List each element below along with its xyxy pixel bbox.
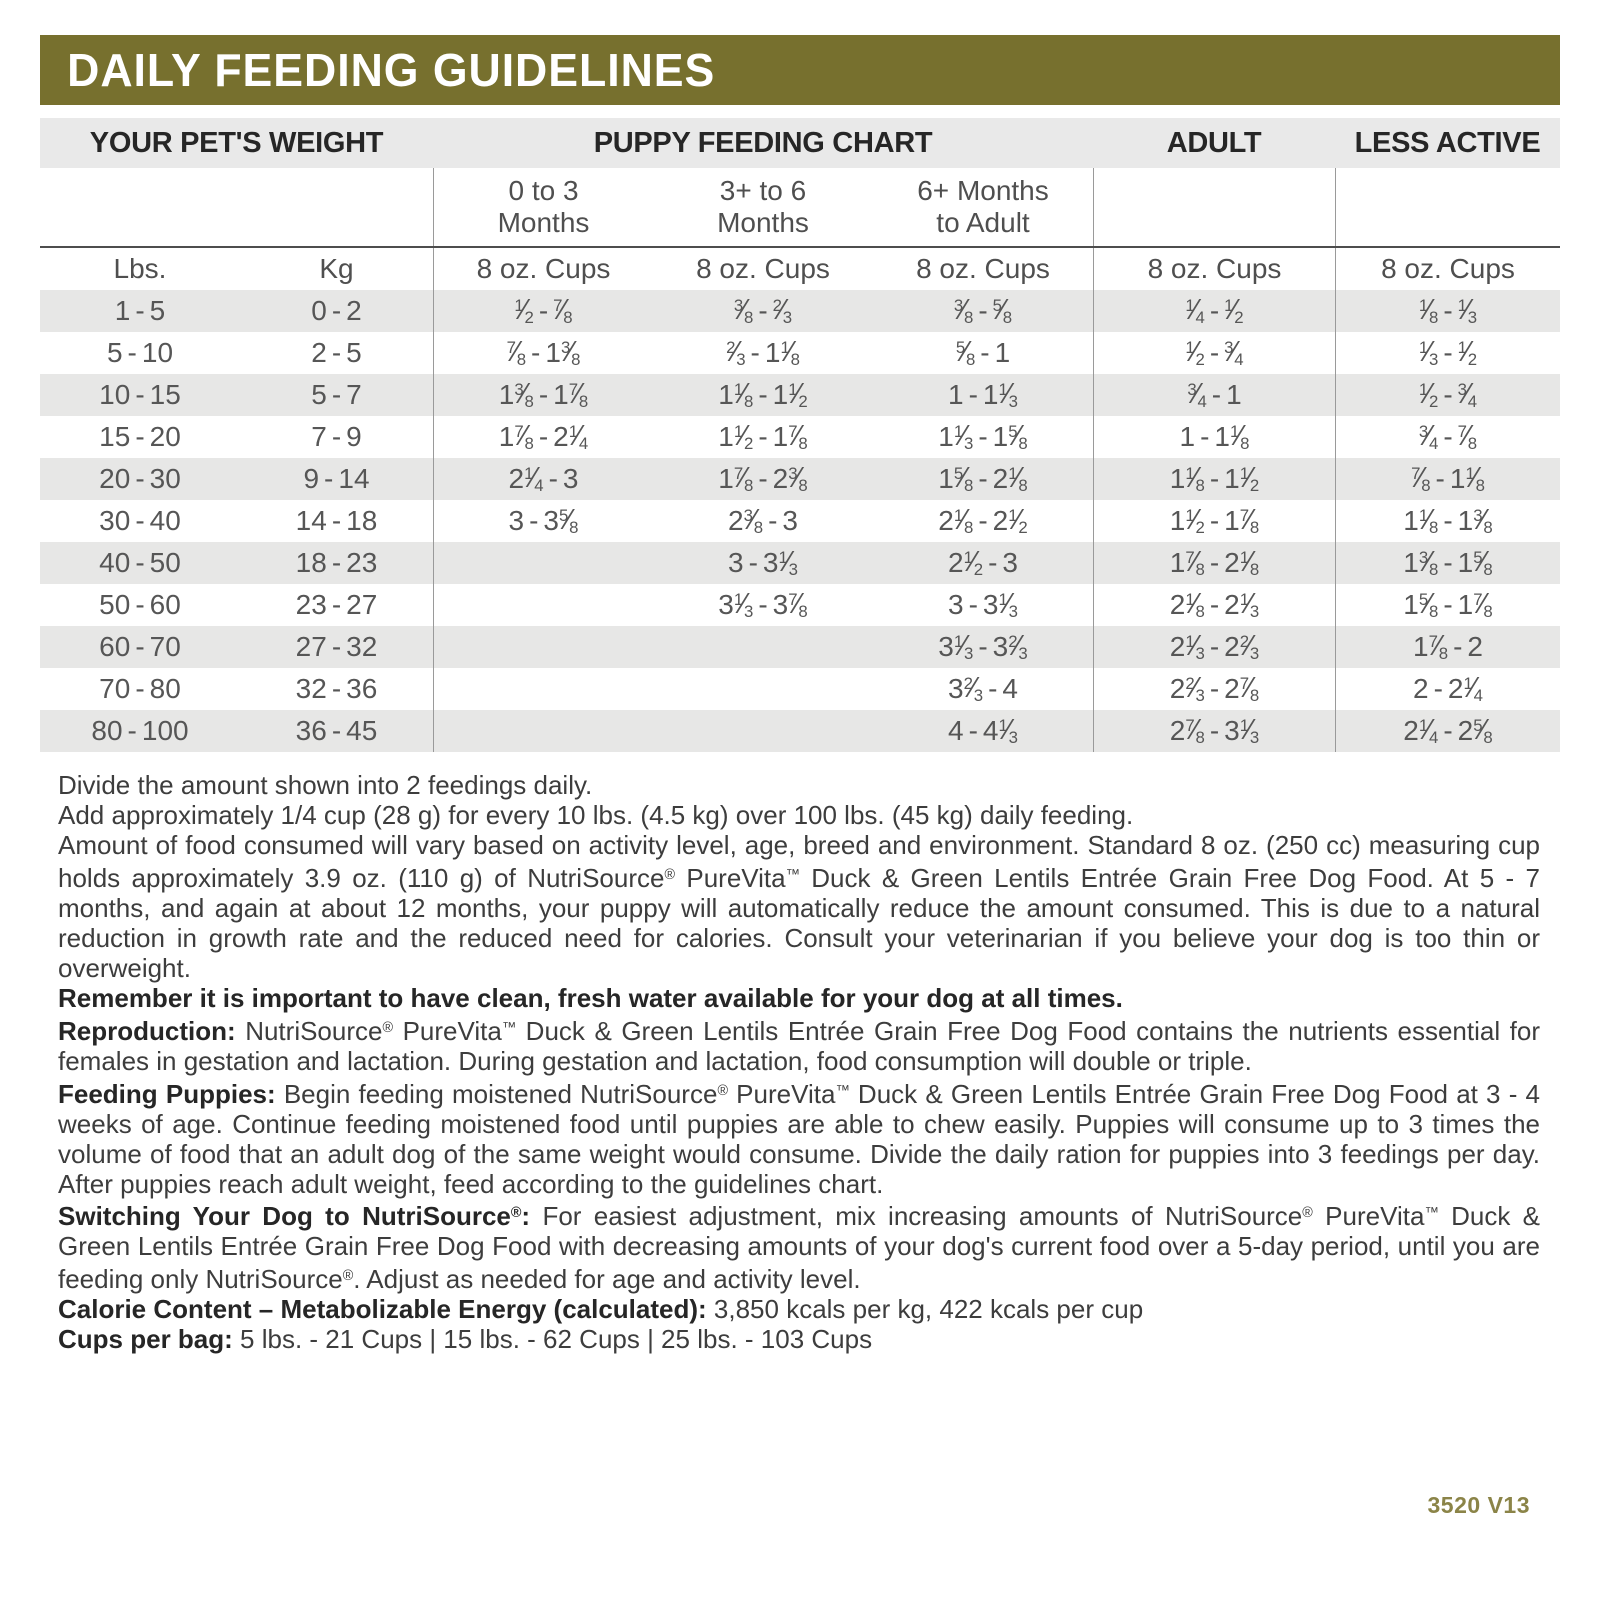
age-col-0-3-months [433, 168, 653, 246]
cell-lbs: 50 - 60 [99, 589, 181, 620]
section-label: Feeding Puppies: [58, 1078, 276, 1109]
cell-lbs: 1 - 5 [114, 295, 166, 326]
cell-kg: 9 - 14 [303, 463, 370, 494]
cell-p0_3: 1 $^3$⁄8 - 1 $^7$⁄8 [433, 374, 653, 416]
cell-less_active: $^3$⁄4 - $^7$⁄8 [1335, 416, 1560, 458]
cups-per-bag-line [58, 1324, 1540, 1354]
section-label: Switching Your Dog to NutriSource®: [58, 1201, 531, 1232]
section-text: For easiest adjustment, mix increasing amounts of NutriSource® PureVita™ Duck & Green Lentils Entrée Grain Free Dog Food with decreasing amounts of your dog's current food over a 5-day period, until you are feeding only NutriSource®. Adjust as needed for age and activity level. [58, 1201, 1541, 1295]
age-col-3-6-months [653, 168, 873, 246]
cell-p3_6: 1 $^1$⁄8 - 1 $^1$⁄2 [718, 378, 808, 411]
cell-p6_adult: $^5$⁄8 - 1 [955, 336, 1011, 369]
note-line-2: Add approximately 1/4 cup (28 g) for every 10 lbs. (4.5 kg) over 100 lbs. (45 kg) daily feeding. [58, 800, 1134, 830]
section-switching [58, 1199, 1540, 1295]
header-adult: ADULT [1166, 126, 1262, 159]
cell-p3_6 [653, 626, 873, 668]
table-row [40, 542, 1560, 584]
note-water-reminder: Remember it is important to have clean, fresh water available for your dog at all times. [58, 982, 1123, 1013]
age-col-spacer-adult [1093, 168, 1335, 246]
cell-p6_adult: 4 - 4 $^1$⁄3 [948, 714, 1018, 747]
cell-lbs: 15 - 20 [99, 421, 181, 452]
note-line-1: Divide the amount shown into 2 feedings daily. [58, 770, 593, 800]
cell-adult: 1 - 1 $^1$⁄8 [1093, 416, 1335, 458]
cell-p6_adult: 2 $^1$⁄2 - 3 [948, 546, 1018, 579]
cell-lbs: 60 - 70 [99, 631, 181, 662]
cell-p3_6: $^2$⁄3 - 1 $^1$⁄8 [726, 336, 800, 369]
cell-kg: 7 - 9 [311, 421, 362, 452]
cell-p0_3 [433, 626, 653, 668]
notes-text-column [58, 770, 1540, 1354]
cups-value: 5 lbs. - 21 Cups | 15 lbs. - 62 Cups | 25 lbs. - 103 Cups [232, 1324, 873, 1355]
unit-cups: 8 oz. Cups [1335, 248, 1560, 290]
cell-less_active: 1 $^3$⁄8 - 1 $^5$⁄8 [1335, 542, 1560, 584]
cell-lbs: 70 - 80 [99, 673, 181, 704]
section-text: Begin feeding moistened NutriSource® PureVita™ Duck & Green Lentils Entrée Grain Free Dog Food at 3 - 4 weeks of age. Continue feeding moistened food until puppies are able to chew easily. Puppies will consume up to 3 times the volume of food that an adult dog of the same weight would consume. Divide the daily ration for puppies into 3 feedings per day. After puppies reach adult weight, feed according to the guidelines chart. [58, 1078, 1541, 1199]
cell-adult: 1 $^7$⁄8 - 2 $^1$⁄8 [1093, 542, 1335, 584]
calorie-value: 3,850 kcals per kg, 422 kcals per cup [706, 1294, 1144, 1325]
cell-kg: 0 - 2 [311, 295, 362, 326]
cell-p6_adult: $^3$⁄8 - $^5$⁄8 [953, 294, 1013, 327]
table-row [40, 290, 1560, 332]
cell-adult: 2 $^2$⁄3 - 2 $^7$⁄8 [1093, 668, 1335, 710]
table-units-row [40, 248, 1560, 290]
cell-adult: 2 $^1$⁄8 - 2 $^1$⁄3 [1093, 584, 1335, 626]
cell-p0_3: $^7$⁄8 - 1 $^3$⁄8 [433, 332, 653, 374]
age-col-line: 6+ Months [917, 175, 1049, 206]
age-col-line: 0 to 3 [508, 175, 579, 206]
table-row [40, 584, 1560, 626]
header-less-active: LESS ACTIVE [1354, 126, 1541, 159]
table-body [40, 290, 1560, 752]
cell-p6_adult: 3 - 3 $^1$⁄3 [948, 588, 1018, 621]
section-label: Reproduction: [58, 1015, 236, 1046]
table-group-header-row [40, 118, 1560, 168]
cell-p6_adult: 1 $^5$⁄8 - 2 $^1$⁄8 [938, 462, 1028, 495]
page-title: DAILY FEEDING GUIDELINES [67, 44, 716, 96]
cell-p3_6: 3 - 3 $^1$⁄3 [728, 546, 798, 579]
cell-lbs: 40 - 50 [99, 547, 181, 578]
age-col-line: Months [717, 207, 809, 238]
section-feeding-puppies [58, 1076, 1540, 1199]
cell-lbs: 5 - 10 [106, 337, 174, 368]
table-row [40, 332, 1560, 374]
cell-p6_adult: 2 $^1$⁄8 - 2 $^1$⁄2 [938, 504, 1028, 537]
section-reproduction [58, 1013, 1540, 1076]
age-col-line: to Adult [936, 207, 1030, 238]
cell-p6_adult: 1 $^1$⁄3 - 1 $^5$⁄8 [938, 420, 1028, 453]
cell-p0_3: $^1$⁄2 - $^7$⁄8 [433, 290, 653, 332]
cell-less_active: $^7$⁄8 - 1 $^1$⁄8 [1335, 458, 1560, 500]
section-text: NutriSource® PureVita™ Duck & Green Lentils Entrée Grain Free Dog Food contains the nutrients essential for females in gestation and lactation. During gestation and lactation, food consumption will double or triple. [58, 1015, 1540, 1076]
age-col-line: 3+ to 6 [719, 175, 807, 206]
note-paragraph: Amount of food consumed will vary based on activity level, age, breed and environment. Standard 8 oz. (250 cc) measuring cup holds approximately 3.9 oz. (110 g) of NutriSource® PureVita™ Duck & Green Lentils Entrée Grain Free Dog Food. At 5 - 7 months, and again at about 12 months, your puppy will automatically reduce the amount consumed. This is due to a natural reduction in growth rate and the reduced need for calories. Consult your veterinarian if you believe your dog is too thin or overweight. [58, 830, 1540, 983]
header-puppy-feeding-chart: PUPPY FEEDING CHART [593, 126, 933, 159]
unit-kg: Kg [319, 253, 354, 284]
cell-p6_adult: 3 $^1$⁄3 - 3 $^2$⁄3 [938, 630, 1028, 663]
cell-p6_adult: 3 $^2$⁄3 - 4 [948, 672, 1018, 705]
cell-kg: 5 - 7 [311, 379, 362, 410]
cell-p3_6: 2 $^3$⁄8 - 3 [728, 504, 798, 537]
cell-kg: 23 - 27 [295, 589, 378, 620]
cell-adult: $^3$⁄4 - 1 [1093, 374, 1335, 416]
cell-less_active: 2 $^1$⁄4 - 2 $^5$⁄8 [1335, 710, 1560, 752]
cell-p0_3 [433, 584, 653, 626]
table-row [40, 374, 1560, 416]
cell-less_active: 2 - 2 $^1$⁄4 [1335, 668, 1560, 710]
cell-adult: 1 $^1$⁄2 - 1 $^7$⁄8 [1093, 500, 1335, 542]
cell-less_active: $^1$⁄2 - $^3$⁄4 [1335, 374, 1560, 416]
cell-kg: 2 - 5 [311, 337, 362, 368]
table-row [40, 626, 1560, 668]
cell-p3_6: 1 $^7$⁄8 - 2 $^3$⁄8 [718, 462, 808, 495]
cell-p3_6: 3 $^1$⁄3 - 3 $^7$⁄8 [718, 588, 808, 621]
cell-adult: $^1$⁄2 - $^3$⁄4 [1093, 332, 1335, 374]
cell-less_active: 1 $^7$⁄8 - 2 [1335, 626, 1560, 668]
unit-cups: 8 oz. Cups [433, 248, 653, 290]
cell-kg: 18 - 23 [295, 547, 378, 578]
cell-less_active: $^1$⁄8 - $^1$⁄3 [1335, 290, 1560, 332]
cell-lbs: 30 - 40 [99, 505, 181, 536]
cell-p6_adult: 1 - 1 $^1$⁄3 [948, 378, 1018, 411]
age-col-line: Months [497, 207, 590, 238]
cell-lbs: 10 - 15 [99, 379, 181, 410]
cell-less_active: $^1$⁄3 - $^1$⁄2 [1335, 332, 1560, 374]
header-your-pets-weight: YOUR PET'S WEIGHT [89, 126, 384, 159]
title-banner [40, 35, 1560, 105]
age-col-spacer [40, 168, 240, 246]
cell-p3_6 [653, 710, 873, 752]
unit-cups: 8 oz. Cups [1093, 248, 1335, 290]
cell-p3_6: $^3$⁄8 - $^2$⁄3 [733, 294, 793, 327]
calorie-content-line [58, 1294, 1540, 1324]
table-row [40, 500, 1560, 542]
table-row [40, 416, 1560, 458]
table-row [40, 458, 1560, 500]
cell-adult: 1 $^1$⁄8 - 1 $^1$⁄2 [1093, 458, 1335, 500]
cell-less_active: 1 $^1$⁄8 - 1 $^3$⁄8 [1335, 500, 1560, 542]
cell-p0_3 [433, 542, 653, 584]
cell-kg: 14 - 18 [295, 505, 378, 536]
table-row [40, 668, 1560, 710]
cell-lbs: 80 - 100 [91, 715, 189, 746]
cell-p0_3 [433, 710, 653, 752]
cell-less_active: 1 $^5$⁄8 - 1 $^7$⁄8 [1335, 584, 1560, 626]
cell-kg: 27 - 32 [295, 631, 378, 662]
unit-cups: 8 oz. Cups [696, 253, 830, 284]
cell-p3_6: 1 $^1$⁄2 - 1 $^7$⁄8 [718, 420, 808, 453]
cell-kg: 36 - 45 [295, 715, 378, 746]
cell-adult: 2 $^7$⁄8 - 3 $^1$⁄3 [1093, 710, 1335, 752]
age-col-spacer-less-active [1335, 168, 1560, 246]
age-col-spacer [240, 168, 433, 246]
cell-lbs: 20 - 30 [99, 463, 181, 494]
unit-lbs: Lbs. [113, 253, 167, 284]
table-age-subheader-row [40, 168, 1560, 248]
cell-p3_6 [653, 668, 873, 710]
cell-p0_3: 1 $^7$⁄8 - 2 $^1$⁄4 [433, 416, 653, 458]
table-row [40, 710, 1560, 752]
cups-label: Cups per bag: [58, 1324, 233, 1355]
cell-kg: 32 - 36 [295, 673, 378, 704]
calorie-label: Calorie Content – Metabolizable Energy (calculated): [58, 1294, 707, 1325]
age-col-6-adult [873, 168, 1093, 246]
cell-p0_3: 3 - 3 $^5$⁄8 [433, 500, 653, 542]
cell-adult: $^1$⁄4 - $^1$⁄2 [1093, 290, 1335, 332]
unit-cups: 8 oz. Cups [916, 253, 1050, 284]
cell-adult: 2 $^1$⁄3 - 2 $^2$⁄3 [1093, 626, 1335, 668]
cell-p0_3 [433, 668, 653, 710]
cell-p0_3: 2 $^1$⁄4 - 3 [433, 458, 653, 500]
feeding-table [40, 118, 1560, 752]
version-code: 3520 V13 [1427, 1492, 1530, 1518]
